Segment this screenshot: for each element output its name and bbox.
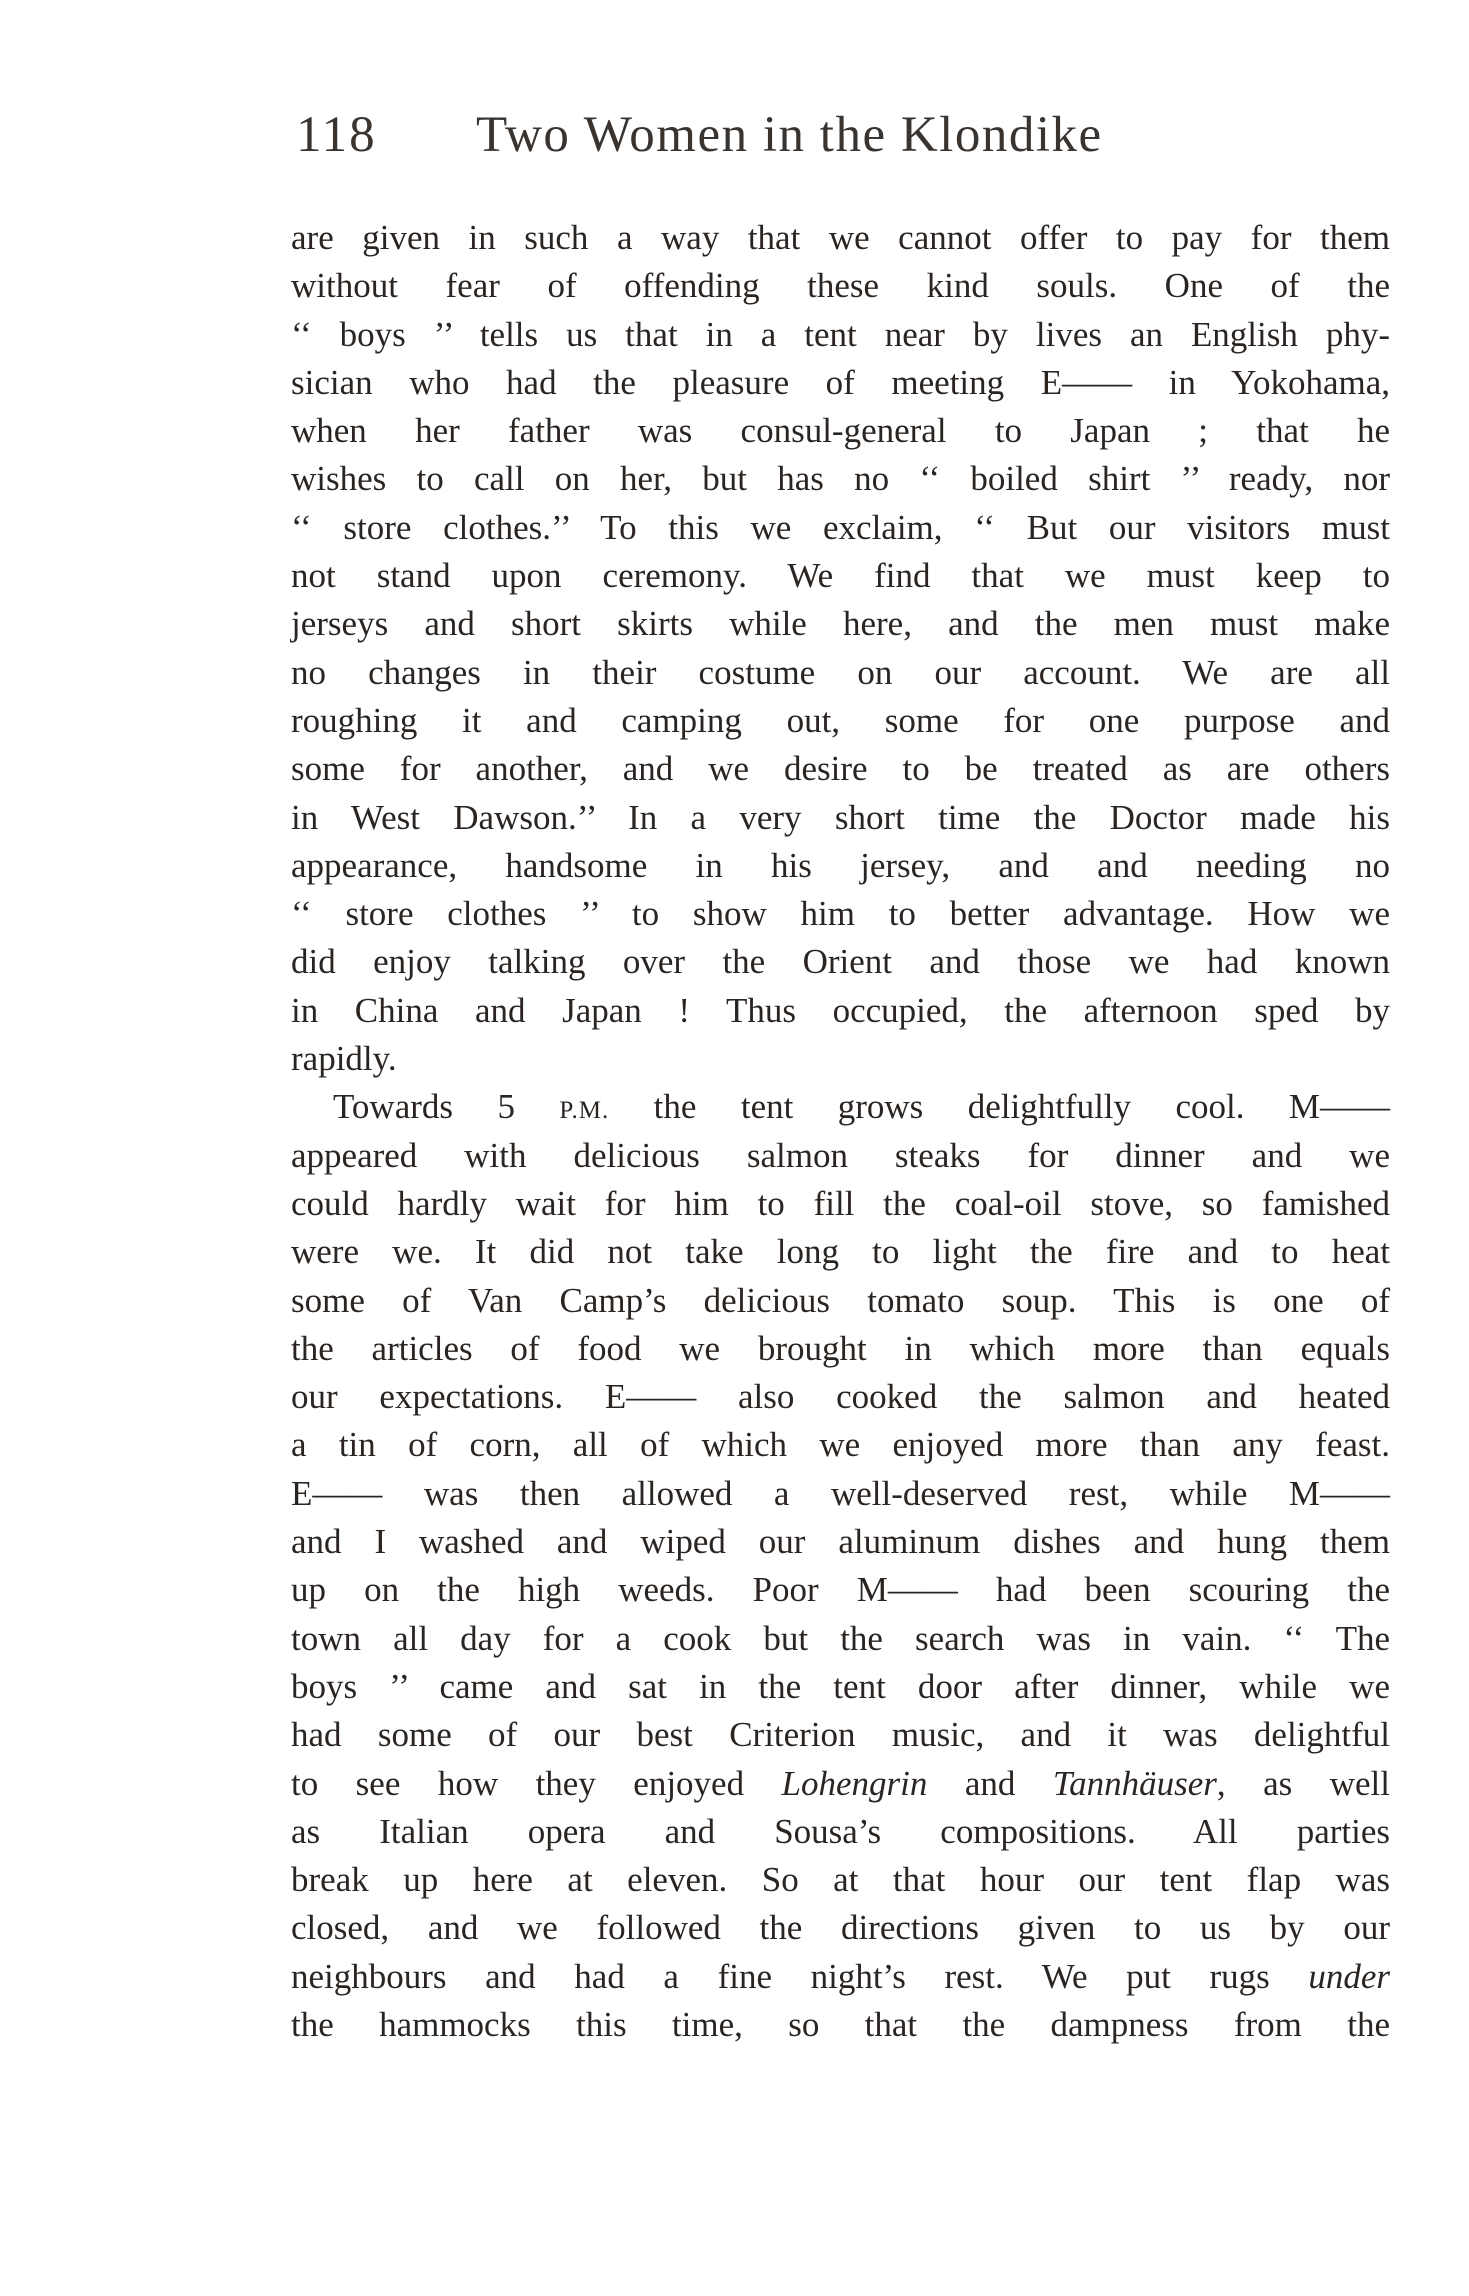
text-line: when her father was consul-general to Japan ; that he	[291, 411, 1390, 451]
line-segment: neighbours and had a fine night’s rest. We put rugs	[291, 1956, 1309, 1996]
text-line: our expectations. E—— also cooked the salmon and heated	[291, 1377, 1390, 1417]
text-line: and I washed and wiped our aluminum dishes and hung them	[291, 1522, 1390, 1562]
line-segment: , as well	[1216, 1763, 1390, 1803]
text-line: ‘‘ store clothes ’’ to show him to better advantage. How we	[291, 894, 1390, 934]
text-line: appeared with delicious salmon steaks for dinner and we	[291, 1135, 1390, 1175]
text-line: were we. It did not take long to light the fire and to heat	[291, 1232, 1390, 1272]
paragraph-end-line: rapidly.	[291, 1039, 397, 1079]
text-line: appearance, handsome in his jersey, and and needing no	[291, 845, 1390, 885]
text-line: could hardly wait for him to fill the coal-oil stove, so famished	[291, 1183, 1390, 1223]
text-line: as Italian opera and Sousa’s compositions. All parties	[291, 1811, 1390, 1851]
line-segment: the tent grows delightfully cool. M——	[609, 1087, 1391, 1127]
text-line: break up here at eleven. So at that hour our tent flap was	[291, 1860, 1390, 1900]
line-segment: to see how they enjoyed	[291, 1763, 782, 1803]
text-line: some of Van Camp’s delicious tomato soup. This is one of	[291, 1280, 1390, 1320]
text-line: the articles of food we brought in which more than equals	[291, 1328, 1390, 1368]
text-line: sician who had the pleasure of meeting E—— in Yokohama,	[291, 362, 1390, 402]
text-line: boys ’’ came and sat in the tent door after dinner, while we	[291, 1666, 1390, 1706]
text-line: up on the high weeds. Poor M—— had been scouring the	[291, 1570, 1390, 1610]
line-segment: and	[927, 1763, 1053, 1803]
text-line: had some of our best Criterion music, and it was delightful	[291, 1715, 1390, 1755]
text-line	[291, 1760, 1390, 1808]
text-line: E—— was then allowed a well-deserved rest, while M——	[291, 1473, 1390, 1513]
text-line: in China and Japan ! Thus occupied, the afternoon sped by	[291, 990, 1390, 1030]
running-title: Two Women in the Klondike	[476, 107, 1103, 163]
text-line: ‘‘ store clothes.’’ To this we exclaim, ‘‘ But our visitors must	[291, 507, 1390, 547]
text-line: did enjoy talking over the Orient and those we had known	[291, 942, 1390, 982]
text-line: without fear of offending these kind souls. One of the	[291, 266, 1390, 306]
text-line	[291, 1953, 1390, 2001]
text-line: a tin of corn, all of which we enjoyed more than any feast.	[291, 1425, 1390, 1465]
text-line: closed, and we followed the directions given to us by our	[291, 1908, 1390, 1948]
text-line: jerseys and short skirts while here, and the men must make	[291, 604, 1390, 644]
opera-title: Lohengrin	[781, 1763, 928, 1803]
line-segment: Towards 5	[333, 1087, 560, 1127]
opera-title: Tannhäuser	[1052, 1763, 1217, 1803]
paragraph-start-line	[291, 1083, 1390, 1131]
text-line: in West Dawson.’’ In a very short time the Doctor made his	[291, 797, 1390, 837]
body-text	[291, 214, 1390, 2049]
text-line: wishes to call on her, but has no ‘‘ boiled shirt ’’ ready, nor	[291, 459, 1390, 499]
text-line: town all day for a cook but the search was in vain. ‘‘ The	[291, 1618, 1390, 1658]
text-line: no changes in their costume on our account. We are all	[291, 652, 1390, 692]
emphasis: under	[1308, 1956, 1390, 1996]
time-abbreviation: P.M.	[559, 1097, 610, 1125]
text-line: are given in such a way that we cannot offer to pay for them	[291, 218, 1390, 257]
text-line: the hammocks this time, so that the dampness from the	[291, 2004, 1390, 2044]
text-line: roughing it and camping out, some for one purpose and	[291, 700, 1390, 740]
page-number: 118	[296, 107, 377, 163]
text-line: not stand upon ceremony. We find that we must keep to	[291, 556, 1390, 596]
text-line: some for another, and we desire to be treated as are others	[291, 749, 1390, 789]
page-header	[296, 106, 1296, 176]
text-line: ‘‘ boys ’’ tells us that in a tent near by lives an English phy-	[291, 314, 1390, 354]
